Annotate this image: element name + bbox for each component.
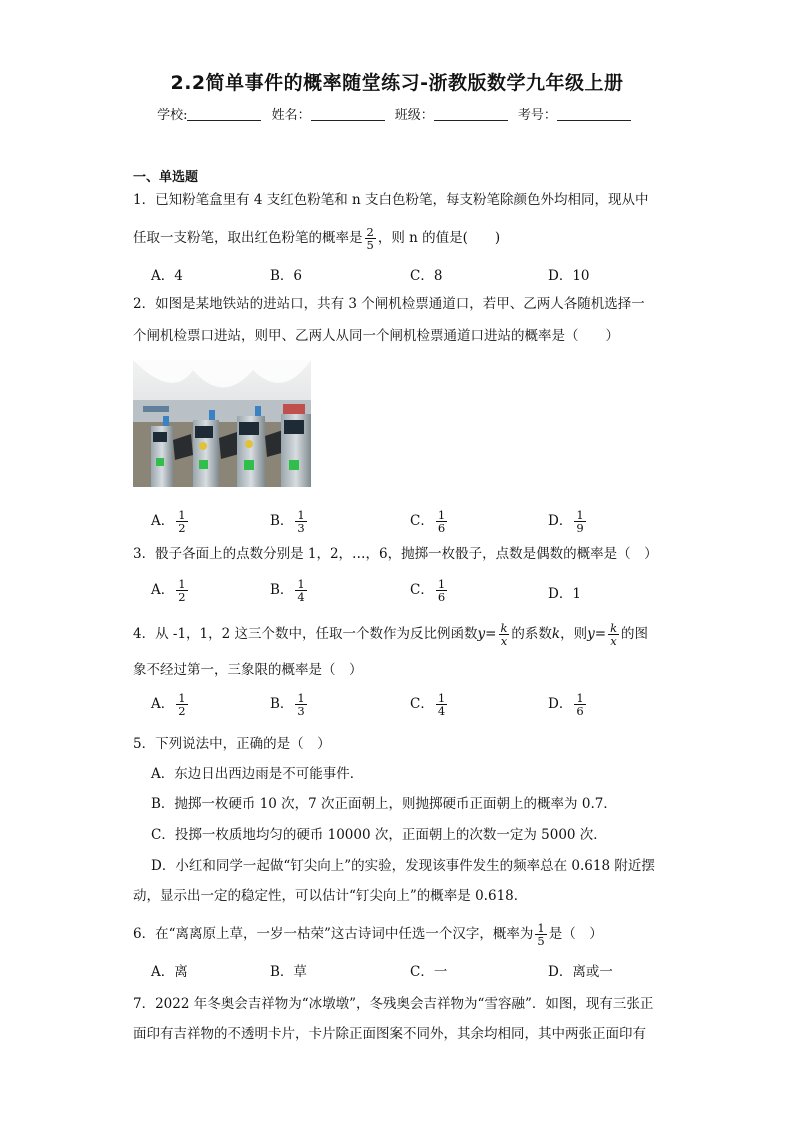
q1-line2 bbox=[133, 226, 500, 251]
q4-equals: = bbox=[485, 626, 497, 642]
q3-option-c[interactable] bbox=[410, 578, 449, 603]
q4-text-d: 的图 bbox=[621, 626, 649, 642]
frac-num: 1 bbox=[437, 577, 446, 591]
q3-option-b[interactable] bbox=[270, 578, 309, 603]
q2-option-a-label: A． bbox=[151, 513, 175, 529]
frac-den: 5 bbox=[537, 934, 545, 948]
school-blank[interactable] bbox=[187, 108, 261, 121]
name-label: 姓名： bbox=[271, 108, 311, 123]
q4-option-b-label: B． bbox=[270, 696, 294, 712]
q7-line1: 7．2022 年冬奥会吉祥物为“冰墩墩”，冬残奥会吉祥物为“雪容融”．如图，现有三张正 bbox=[133, 996, 654, 1012]
q2-option-b[interactable] bbox=[270, 509, 309, 534]
q4-option-d-label: D． bbox=[548, 696, 573, 712]
frac-num: 1 bbox=[178, 691, 186, 705]
student-info-row bbox=[0, 104, 794, 123]
frac-den: 6 bbox=[437, 521, 446, 535]
q4-option-a[interactable] bbox=[151, 692, 190, 717]
page-title: 2.2简单事件的概率随堂练习-浙教版数学九年级上册 bbox=[170, 72, 624, 94]
q5-option-d-cont: 动，显示出一定的稳定性，可以估计“钉尖向上”的概率是 0.618． bbox=[133, 888, 528, 904]
q1-frac-den: 5 bbox=[366, 238, 374, 252]
q4-option-c-fraction bbox=[436, 692, 447, 717]
q2-option-d-label: D． bbox=[548, 513, 573, 529]
q4-k: k bbox=[551, 626, 561, 642]
section-heading: 一、单选题 bbox=[133, 170, 199, 185]
q4-y: y bbox=[477, 626, 486, 642]
q1-fraction bbox=[365, 226, 376, 251]
q4-text-c: ，则 bbox=[560, 626, 588, 642]
q1-option-c[interactable]: C．8 bbox=[410, 268, 443, 284]
q3-option-b-fraction bbox=[295, 578, 306, 603]
q4-line1 bbox=[133, 622, 648, 647]
number-label: 考号： bbox=[517, 108, 557, 123]
frac-den: 2 bbox=[178, 521, 186, 535]
q4-fraction-2 bbox=[608, 622, 619, 647]
q2-option-b-label: B． bbox=[270, 513, 294, 529]
q2-option-c-label: C． bbox=[410, 513, 434, 529]
class-label: 班级： bbox=[394, 108, 434, 123]
q6-option-a[interactable]: A．离 bbox=[151, 964, 188, 980]
q7-line2: 面印有吉祥物的不透明卡片，卡片除正面图案不同外，其余均相同，其中两张正面印有 bbox=[133, 1026, 646, 1042]
frac-den: 6 bbox=[437, 590, 446, 604]
subway-gate-photo bbox=[133, 360, 311, 487]
q2-option-d-fraction bbox=[574, 509, 585, 534]
q4-option-b-fraction bbox=[295, 692, 306, 717]
q2-line2: 个闸机检票口进站，则甲、乙两人从同一个闸机检票通道口进站的概率是（ ） bbox=[133, 328, 619, 344]
q4-option-d[interactable] bbox=[548, 692, 588, 717]
q2-option-d[interactable] bbox=[548, 509, 588, 534]
q5-option-b[interactable]: B．抛掷一枚硬币 10 次，7 次正面朝上，则抛掷硬币正面朝上的概率为 0.7． bbox=[151, 796, 617, 812]
q4-option-a-fraction bbox=[176, 692, 187, 717]
frac-num: 1 bbox=[178, 577, 186, 591]
q1-option-a[interactable]: A．4 bbox=[151, 268, 183, 284]
q4-option-b[interactable] bbox=[270, 692, 309, 717]
q4-option-d-fraction bbox=[574, 692, 585, 717]
frac-num: 1 bbox=[576, 691, 584, 705]
frac-den: 9 bbox=[576, 521, 584, 535]
frac-den: x bbox=[500, 634, 508, 648]
q4-y-2: y bbox=[587, 626, 595, 642]
q3-option-d[interactable]: D．1 bbox=[548, 586, 581, 602]
q3-option-c-label: C． bbox=[410, 582, 434, 598]
frac-den: 2 bbox=[178, 704, 186, 718]
frac-num: 1 bbox=[537, 921, 545, 935]
class-blank[interactable] bbox=[434, 108, 508, 121]
name-blank[interactable] bbox=[311, 108, 385, 121]
q2-option-c[interactable] bbox=[410, 509, 449, 534]
frac-num: 1 bbox=[297, 691, 305, 705]
frac-den: x bbox=[610, 634, 617, 648]
q3-option-c-fraction bbox=[436, 578, 447, 603]
frac-num: 1 bbox=[297, 508, 305, 522]
q5-option-d[interactable]: D．小红和同学一起做“钉尖向上”的实验，发现该事件发生的频率总在 0.618 附近摆 bbox=[151, 858, 655, 874]
q3-option-a-fraction bbox=[176, 578, 187, 603]
frac-den: 4 bbox=[297, 590, 305, 604]
subway-gate-illustration bbox=[133, 360, 311, 487]
frac-num: 1 bbox=[297, 577, 305, 591]
q5-option-c[interactable]: C．投掷一枚质地均匀的硬币 10000 次，正面朝上的次数一定为 5000 次． bbox=[151, 827, 607, 843]
frac-den: 4 bbox=[437, 704, 446, 718]
q4-equals-2: = bbox=[594, 626, 607, 642]
frac-den: 3 bbox=[297, 704, 305, 718]
frac-den: 6 bbox=[576, 704, 584, 718]
q3-option-a[interactable] bbox=[151, 578, 190, 603]
q4-text-a: 4．从 -1，1，2 这三个数中，任取一个数作为反比例函数 bbox=[133, 626, 478, 642]
q1-option-b[interactable]: B．6 bbox=[270, 268, 303, 284]
q1-frac-num: 2 bbox=[366, 225, 374, 239]
q5-line1: 5．下列说法中，正确的是（ ） bbox=[133, 736, 331, 752]
q2-option-c-fraction bbox=[436, 509, 447, 534]
q4-option-a-label: A． bbox=[151, 696, 175, 712]
q6-line1 bbox=[133, 922, 603, 947]
q4-text-b: 的系数 bbox=[511, 626, 552, 642]
frac-den: 2 bbox=[178, 590, 186, 604]
school-label: 学校: bbox=[157, 108, 188, 123]
frac-den: 3 bbox=[297, 521, 305, 535]
q3-line1: 3．骰子各面上的点数分别是 1，2，…，6，抛掷一枚骰子，点数是偶数的概率是（ ） bbox=[133, 546, 658, 562]
q6-fraction bbox=[535, 922, 546, 947]
q6-text-b: 是（ ） bbox=[548, 926, 603, 942]
q2-option-b-fraction bbox=[295, 509, 306, 534]
q1-line2-text: 任取一支粉笔，取出红色粉笔的概率是 bbox=[133, 230, 363, 246]
q1-line1: 1．已知粉笔盒里有 4 支红色粉笔和 n 支白色粉笔，每支粉笔除颜色外均相同，现从中 bbox=[133, 192, 649, 208]
q2-line1: 2．如图是某地铁站的进站口，共有 3 个闸机检票通道口，若甲、乙两人各随机选择一 bbox=[133, 296, 645, 312]
frac-num: k bbox=[610, 621, 618, 635]
frac-num: 1 bbox=[437, 508, 446, 522]
q4-option-c-label: C． bbox=[410, 696, 434, 712]
q3-option-a-label: A． bbox=[151, 582, 175, 598]
q4-option-c[interactable] bbox=[410, 692, 449, 717]
number-blank[interactable] bbox=[557, 108, 631, 121]
q2-option-a[interactable] bbox=[151, 509, 190, 534]
q6-text-a: 6．在“离离原上草，一岁一枯荣”这古诗词中任选一个汉字，概率为 bbox=[133, 926, 534, 942]
frac-num: 1 bbox=[178, 508, 186, 522]
q6-option-d[interactable]: D．离或一 bbox=[548, 964, 613, 980]
frac-num: 1 bbox=[576, 508, 584, 522]
q2-option-a-fraction bbox=[176, 509, 187, 534]
q6-option-c[interactable]: C．一 bbox=[410, 964, 448, 980]
q5-option-a[interactable]: A．东边日出西边雨是不可能事件． bbox=[151, 766, 364, 782]
q1-line2-end: ，则 n 的值是( ) bbox=[377, 230, 501, 246]
q3-option-b-label: B． bbox=[270, 582, 294, 598]
frac-num: 1 bbox=[437, 691, 446, 705]
q6-option-b[interactable]: B．草 bbox=[270, 964, 307, 980]
frac-num: k bbox=[500, 621, 508, 635]
q4-line2: 象不经过第一，三象限的概率是（ ） bbox=[133, 662, 363, 678]
q4-fraction-1 bbox=[498, 622, 509, 647]
q1-option-d[interactable]: D．10 bbox=[548, 268, 590, 284]
